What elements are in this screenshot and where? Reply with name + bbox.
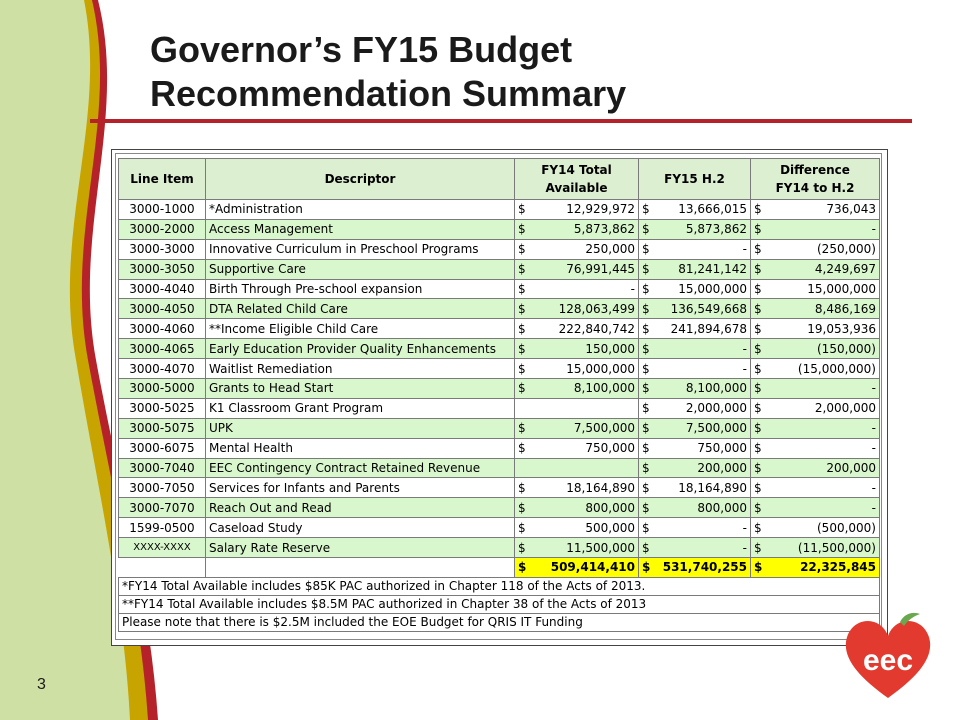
difference-cell — [751, 219, 880, 239]
note-row — [119, 595, 880, 613]
fy14-cell — [515, 200, 639, 220]
descriptor-cell — [206, 518, 515, 538]
currency-sign: $ — [518, 441, 526, 456]
table-row — [119, 259, 880, 279]
descriptor-text: Salary Rate Reserve — [209, 540, 331, 555]
table-row — [119, 200, 880, 220]
line-item-cell — [119, 418, 206, 438]
amount: - — [742, 540, 747, 555]
descriptor-text: UPK — [209, 421, 233, 436]
line-item-code: 3000-5000 — [129, 381, 195, 396]
descriptor-text: DTA Related Child Care — [209, 301, 348, 316]
amount: - — [871, 480, 876, 495]
header-fy15: FY15 H.2 — [639, 159, 751, 200]
descriptor-cell — [206, 239, 515, 259]
table-row — [119, 379, 880, 399]
amount: 128,063,499 — [558, 301, 635, 316]
amount: - — [742, 242, 747, 257]
difference-cell — [751, 538, 880, 558]
fy15-cell — [639, 379, 751, 399]
footnote-2: **FY14 Total Available includes $8.5M PAC authorized in Chapter 38 of the Acts of 2013 — [119, 595, 880, 613]
line-item-code: 3000-7040 — [129, 461, 195, 476]
fy15-cell — [639, 398, 751, 418]
currency-sign: $ — [518, 202, 526, 217]
descriptor-cell — [206, 478, 515, 498]
amount: 4,249,697 — [814, 262, 876, 277]
line-item-code: 3000-4070 — [129, 361, 195, 376]
currency-sign: $ — [518, 341, 526, 356]
descriptor-text: Caseload Study — [209, 520, 303, 535]
line-item-code: 3000-2000 — [129, 222, 195, 237]
line-item-code: 1599-0500 — [129, 520, 195, 535]
table-row — [119, 319, 880, 339]
line-item-code: 3000-7050 — [129, 480, 195, 495]
amount: - — [871, 381, 876, 396]
fy14-cell — [515, 458, 639, 478]
currency-sign: $ — [642, 421, 650, 436]
amount: 5,873,862 — [685, 222, 747, 237]
fy14-cell — [515, 498, 639, 518]
currency-sign: $ — [754, 441, 762, 456]
table-body — [119, 200, 880, 558]
amount: 8,100,000 — [685, 381, 747, 396]
amount: 136,549,668 — [670, 301, 747, 316]
line-item-cell — [119, 359, 206, 379]
table-header-row — [119, 159, 880, 200]
line-item-code: 3000-5075 — [129, 421, 195, 436]
table-row — [119, 279, 880, 299]
table-row — [119, 398, 880, 418]
fy15-cell — [639, 219, 751, 239]
line-item-code: 3000-1000 — [129, 202, 195, 217]
amount: 18,164,890 — [678, 480, 747, 495]
table-row — [119, 219, 880, 239]
currency-sign: $ — [518, 321, 526, 336]
descriptor-text: K1 Classroom Grant Program — [209, 401, 384, 416]
fy15-cell — [639, 538, 751, 558]
difference-cell — [751, 359, 880, 379]
line-item-cell — [119, 458, 206, 478]
fy15-cell — [639, 478, 751, 498]
descriptor-text: Services for Infants and Parents — [209, 480, 400, 495]
slide-number: 3 — [37, 676, 46, 693]
total-fy14 — [515, 558, 639, 578]
fy14-cell — [515, 299, 639, 319]
descriptor-cell — [206, 438, 515, 458]
amount: 7,500,000 — [573, 421, 635, 436]
currency-sign: $ — [642, 540, 650, 555]
fy15-cell — [639, 299, 751, 319]
line-item-code: 3000-6075 — [129, 441, 195, 456]
currency-sign: $ — [754, 222, 762, 237]
currency-sign: $ — [754, 500, 762, 515]
currency-sign: $ — [642, 242, 650, 257]
fy14-cell — [515, 518, 639, 538]
header-fy14 — [515, 159, 639, 200]
descriptor-cell — [206, 359, 515, 379]
descriptor-cell — [206, 219, 515, 239]
currency-sign: $ — [754, 520, 762, 535]
currency-sign: $ — [642, 401, 650, 416]
amount: 15,000,000 — [566, 361, 635, 376]
difference-cell — [751, 200, 880, 220]
amount: 7,500,000 — [685, 421, 747, 436]
currency-sign: $ — [754, 202, 762, 217]
amount: 250,000 — [585, 242, 635, 257]
line-item-code: 3000-4060 — [129, 321, 195, 336]
line-item-cell — [119, 219, 206, 239]
descriptor-cell — [206, 418, 515, 438]
currency-sign: $ — [754, 381, 762, 396]
title-line-2: Recommendation Summary — [150, 73, 627, 114]
fy15-cell — [639, 518, 751, 538]
difference-cell — [751, 438, 880, 458]
line-item-cell — [119, 438, 206, 458]
amount: 509,414,410 — [550, 560, 635, 575]
amount: 2,000,000 — [685, 401, 747, 416]
table-row — [119, 458, 880, 478]
table-row — [119, 538, 880, 558]
difference-cell — [751, 379, 880, 399]
header-diff-line1: Difference — [780, 163, 850, 177]
difference-cell — [751, 259, 880, 279]
descriptor-cell — [206, 200, 515, 220]
fy14-cell — [515, 239, 639, 259]
currency-sign: $ — [642, 202, 650, 217]
currency-sign: $ — [754, 282, 762, 296]
descriptor-text: *Administration — [209, 202, 303, 217]
currency-sign: $ — [754, 361, 762, 376]
line-item-code: 3000-4050 — [129, 301, 195, 316]
currency-sign: $ — [642, 560, 651, 575]
currency-sign: $ — [642, 262, 650, 277]
line-item-cell — [119, 339, 206, 359]
amount: (500,000) — [817, 520, 876, 535]
fy15-cell — [639, 319, 751, 339]
line-item-code: 3000-4040 — [129, 282, 195, 296]
currency-sign: $ — [518, 242, 526, 257]
header-difference — [751, 159, 880, 200]
currency-sign: $ — [642, 381, 650, 396]
table-row — [119, 239, 880, 259]
line-item-code: 3000-5025 — [129, 401, 195, 416]
currency-sign: $ — [642, 222, 650, 237]
amount: - — [871, 421, 876, 436]
descriptor-cell — [206, 319, 515, 339]
fy15-cell — [639, 359, 751, 379]
amount: 22,325,845 — [800, 560, 876, 575]
currency-sign: $ — [642, 341, 650, 356]
amount: 750,000 — [585, 441, 635, 456]
header-fy14-line2: Available — [545, 181, 608, 195]
amount: 736,043 — [826, 202, 876, 217]
amount: 200,000 — [697, 461, 747, 476]
descriptor-text: **Income Eligible Child Care — [209, 321, 379, 336]
footnote-3: Please note that there is $2.5M included the EOE Budget for QRIS IT Funding — [119, 613, 880, 631]
fy15-cell — [639, 259, 751, 279]
descriptor-text: Mental Health — [209, 441, 293, 456]
currency-sign: $ — [518, 480, 526, 495]
descriptor-text: Birth Through Pre-school expansion — [209, 282, 423, 296]
header-line-item: Line Item — [119, 159, 206, 200]
table-row — [119, 478, 880, 498]
difference-cell — [751, 339, 880, 359]
difference-cell — [751, 478, 880, 498]
amount: 15,000,000 — [807, 282, 876, 296]
table-row — [119, 339, 880, 359]
descriptor-text: Supportive Care — [209, 262, 306, 277]
currency-sign: $ — [518, 222, 526, 237]
line-item-code: 3000-3050 — [129, 262, 195, 277]
currency-sign: $ — [642, 321, 650, 336]
amount: (11,500,000) — [797, 540, 876, 555]
fy15-cell — [639, 239, 751, 259]
amount: - — [742, 361, 747, 376]
heart-logo-icon — [840, 612, 936, 702]
currency-sign: $ — [518, 381, 526, 396]
amount: 2,000,000 — [814, 401, 876, 416]
fy15-cell — [639, 418, 751, 438]
difference-cell — [751, 299, 880, 319]
logo-text: eec — [862, 644, 914, 677]
line-item-code: 3000-7070 — [129, 500, 195, 515]
header-fy14-line1: FY14 Total — [541, 163, 612, 177]
descriptor-cell — [206, 299, 515, 319]
line-item-code: 3000-3000 — [129, 242, 195, 257]
line-item-code: 3000-4065 — [129, 341, 195, 356]
total-blank-2 — [206, 558, 515, 578]
difference-cell — [751, 239, 880, 259]
fy15-cell — [639, 279, 751, 299]
fy15-cell — [639, 498, 751, 518]
amount: 11,500,000 — [566, 540, 635, 555]
amount: 500,000 — [585, 520, 635, 535]
amount: 18,164,890 — [566, 480, 635, 495]
amount: 8,486,169 — [814, 301, 876, 316]
descriptor-text: Reach Out and Read — [209, 500, 332, 515]
amount: (15,000,000) — [797, 361, 876, 376]
currency-sign: $ — [518, 540, 526, 555]
descriptor-text: EEC Contingency Contract Retained Revenue — [209, 461, 481, 476]
descriptor-text: Access Management — [209, 222, 333, 237]
fy15-cell — [639, 438, 751, 458]
fy14-cell — [515, 418, 639, 438]
descriptor-cell — [206, 339, 515, 359]
currency-sign: $ — [518, 262, 526, 277]
title-underline — [90, 119, 912, 123]
table-row — [119, 438, 880, 458]
currency-sign: $ — [642, 441, 650, 456]
fy15-cell — [639, 339, 751, 359]
fy14-cell — [515, 398, 639, 418]
currency-sign: $ — [642, 461, 650, 476]
amount: 76,991,445 — [566, 262, 635, 277]
table-row — [119, 518, 880, 538]
amount: 8,100,000 — [573, 381, 635, 396]
budget-table — [118, 158, 880, 632]
descriptor-text: Early Education Provider Quality Enhancements — [209, 341, 496, 356]
amount: 19,053,936 — [807, 321, 876, 336]
amount: 200,000 — [826, 461, 876, 476]
line-item-cell — [119, 379, 206, 399]
line-item-code: XXXX-XXXX — [133, 542, 191, 554]
difference-cell — [751, 319, 880, 339]
header-descriptor: Descriptor — [206, 159, 515, 200]
table-row — [119, 418, 880, 438]
amount: 13,666,015 — [678, 202, 747, 217]
amount: 800,000 — [697, 500, 747, 515]
table-row — [119, 299, 880, 319]
difference-cell — [751, 398, 880, 418]
total-fy15 — [639, 558, 751, 578]
currency-sign: $ — [642, 301, 650, 316]
descriptor-cell — [206, 538, 515, 558]
amount: 750,000 — [697, 441, 747, 456]
currency-sign: $ — [754, 461, 762, 476]
fy14-cell — [515, 538, 639, 558]
difference-cell — [751, 279, 880, 299]
difference-cell — [751, 458, 880, 478]
total-row — [119, 558, 880, 578]
amount: 12,929,972 — [566, 202, 635, 217]
table-row — [119, 498, 880, 518]
line-item-cell — [119, 200, 206, 220]
currency-sign: $ — [754, 321, 762, 336]
fy14-cell — [515, 359, 639, 379]
currency-sign: $ — [642, 520, 650, 535]
currency-sign: $ — [754, 341, 762, 356]
descriptor-cell — [206, 279, 515, 299]
amount: (250,000) — [817, 242, 876, 257]
header-diff-line2: FY14 to H.2 — [775, 181, 855, 195]
fy14-cell — [515, 478, 639, 498]
fy15-cell — [639, 458, 751, 478]
amount: - — [871, 441, 876, 456]
fy14-cell — [515, 319, 639, 339]
currency-sign: $ — [754, 480, 762, 495]
difference-cell — [751, 418, 880, 438]
amount: 531,740,255 — [662, 560, 747, 575]
line-item-cell — [119, 478, 206, 498]
fy14-cell — [515, 438, 639, 458]
descriptor-text: Waitlist Remediation — [209, 361, 333, 376]
amount: 5,873,862 — [573, 222, 635, 237]
amount: - — [630, 282, 635, 296]
currency-sign: $ — [518, 361, 526, 376]
currency-sign: $ — [642, 480, 650, 495]
fy14-cell — [515, 339, 639, 359]
currency-sign: $ — [642, 500, 650, 515]
amount: - — [742, 341, 747, 356]
fy14-cell — [515, 259, 639, 279]
line-item-cell — [119, 319, 206, 339]
amount: 800,000 — [585, 500, 635, 515]
currency-sign: $ — [642, 282, 650, 296]
line-item-cell — [119, 259, 206, 279]
table-row — [119, 359, 880, 379]
amount: - — [871, 500, 876, 515]
difference-cell — [751, 518, 880, 538]
amount: 222,840,742 — [558, 321, 635, 336]
currency-sign: $ — [754, 401, 762, 416]
line-item-cell — [119, 498, 206, 518]
currency-sign: $ — [518, 560, 527, 575]
fy14-cell — [515, 219, 639, 239]
currency-sign: $ — [518, 282, 526, 296]
descriptor-cell — [206, 458, 515, 478]
fy14-cell — [515, 379, 639, 399]
descriptor-cell — [206, 498, 515, 518]
line-item-cell — [119, 538, 206, 558]
footnote-1: *FY14 Total Available includes $85K PAC authorized in Chapter 118 of the Acts of 2013. — [119, 577, 880, 595]
amount: 15,000,000 — [678, 282, 747, 296]
fy14-cell — [515, 279, 639, 299]
currency-sign: $ — [754, 540, 762, 555]
amount: (150,000) — [817, 341, 876, 356]
currency-sign: $ — [754, 242, 762, 257]
amount: 150,000 — [585, 341, 635, 356]
total-difference — [751, 558, 880, 578]
line-item-cell — [119, 518, 206, 538]
currency-sign: $ — [642, 361, 650, 376]
currency-sign: $ — [754, 421, 762, 436]
descriptor-cell — [206, 259, 515, 279]
currency-sign: $ — [754, 262, 762, 277]
descriptor-cell — [206, 379, 515, 399]
line-item-cell — [119, 239, 206, 259]
line-item-cell — [119, 279, 206, 299]
currency-sign: $ — [518, 301, 526, 316]
currency-sign: $ — [754, 301, 762, 316]
descriptor-text: Grants to Head Start — [209, 381, 334, 396]
descriptor-cell — [206, 398, 515, 418]
note-row — [119, 577, 880, 595]
currency-sign: $ — [518, 520, 526, 535]
currency-sign: $ — [518, 421, 526, 436]
amount: - — [742, 520, 747, 535]
title-line-1: Governor’s FY15 Budget — [150, 29, 573, 70]
amount: - — [871, 222, 876, 237]
line-item-cell — [119, 398, 206, 418]
amount: 241,894,678 — [670, 321, 747, 336]
total-blank-1 — [119, 558, 206, 578]
currency-sign: $ — [754, 560, 763, 575]
fy15-cell — [639, 200, 751, 220]
currency-sign: $ — [518, 500, 526, 515]
line-item-cell — [119, 299, 206, 319]
descriptor-text: Innovative Curriculum in Preschool Programs — [209, 242, 479, 257]
slide-title — [150, 28, 626, 116]
difference-cell — [751, 498, 880, 518]
note-row — [119, 613, 880, 631]
amount: 81,241,142 — [678, 262, 747, 277]
